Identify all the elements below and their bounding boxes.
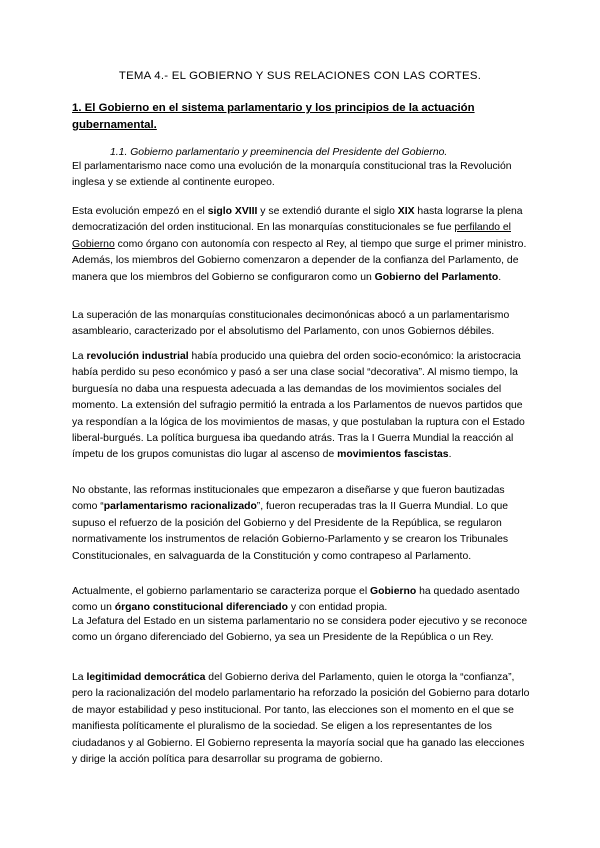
bold-term: parlamentarismo racionalizado bbox=[103, 501, 257, 513]
paragraph-3: La superación de las monarquías constitucionales decimonónicas abocó a un parlamentarismo asambleario, caracterizado por el absolutismo del Parlamento, con unos Gobiernos débiles. bbox=[72, 310, 510, 338]
bold-term: revolución industrial bbox=[86, 351, 189, 362]
paragraph-8: La legitimidad democrática del Gobierno deriva del Parlamento, quien le otorga la “confianza”, pero la racionalización del modelo parlamentario ha reforzado la posición del Gobierno para dotarlo de mayor estabilidad y peso institucional. Por tanto, las elecciones son el momento en el que se manifiesta políticamente el pluralismo de la sociedad. Se eligen a los representantes de los ciudadanos y al Gobierno. El Gobierno representa la mayoría social que ha ganado las elecciones y dirige la acción política para desarrollar su programa de gobierno. bbox=[72, 672, 530, 766]
paragraph-1: El parlamentarismo nace como una evolución de la monarquía constitucional tras la Revolución inglesa y se extiende al continente europeo. bbox=[72, 161, 512, 189]
bold-term: Gobierno bbox=[370, 586, 417, 597]
bold-term: XIX bbox=[397, 206, 415, 217]
bold-term: movimientos fascistas bbox=[337, 449, 449, 461]
paragraph-4: La revolución industrial había producido una quiebra del orden socio-económico: la aristocracia había perdido su peso económico y pasó a ser una clase social “decorativa”. Al mismo tiempo, la burguesía no daba una respuesta adecuada a las demandas de los movimientos sociales del momento. La extensión del sufragio permitió la entrada a los Parlamentos de nuevos partidos que ya respondían a la lógica de los movimientos de masas, y que postulaban la ruptura con el Estado liberal-burgués. La política burguesa iba quedando atrás. Tras la I Guerra Mundial la reacción al ímpetu de los grupos comunistas dio lugar al ascenso de movimientos fascistas. bbox=[72, 351, 525, 461]
bold-term: legitimidad democrática bbox=[86, 672, 206, 683]
bold-term: siglo XVIII bbox=[207, 206, 258, 217]
paragraph-7: La Jefatura del Estado en un sistema parlamentario no se considera poder ejecutivo y se reconoce como un órgano diferenciado del Gobierno, ya sea un Presidente de la República o un Rey. bbox=[72, 616, 528, 644]
document-title: TEMA 4.- EL GOBIERNO Y SUS RELACIONES CON LAS CORTES. bbox=[118, 70, 482, 82]
bold-term: Gobierno del Parlamento bbox=[374, 271, 499, 283]
section-heading: 1. El Gobierno en el sistema parlamentario y los principios de la actuación gubernamental. bbox=[72, 102, 475, 131]
underlined-term: perfilando el Gobierno bbox=[72, 222, 511, 250]
bold-term: órgano constitucional diferenciado bbox=[114, 602, 288, 614]
paragraph-2: Esta evolución empezó en el siglo XVIII y se extendió durante el siglo XIX hasta lograrse la plena democratización del orden institucional. En las monarquías constitucionales se fue perfilando el Gobierno como órgano con autonomía con respecto al Rey, al tiempo que surge el primer ministro. Además, los miembros del Gobierno comenzaron a depender de la confianza del Parlamento, de manera que los miembros del Gobierno se configuraron como un Gobierno del Parlamento. bbox=[72, 206, 527, 283]
paragraph-5: No obstante, las reformas institucionales que empezaron a diseñarse y que fueron bautizadas como “parlamentarismo racionalizado”, fueron recuperadas tras la II Guerra Mundial. Lo que supuso el refuerzo de la posición del Gobierno y del Presidente de la República, se regularon normativamente los instrumentos de relación Gobierno-Parlamento y se crearon los Tribunales Constitucionales, en salvaguarda de la Constitución y como contrapeso al Parlamento. bbox=[72, 485, 509, 562]
subsection-heading: 1.1. Gobierno parlamentario y preeminencia del Presidente del Gobierno. bbox=[110, 147, 448, 158]
paragraph-6: Actualmente, el gobierno parlamentario se caracteriza porque el Gobierno ha quedado asentado como un órgano constitucional diferenciado y con entidad propia. bbox=[72, 586, 520, 614]
